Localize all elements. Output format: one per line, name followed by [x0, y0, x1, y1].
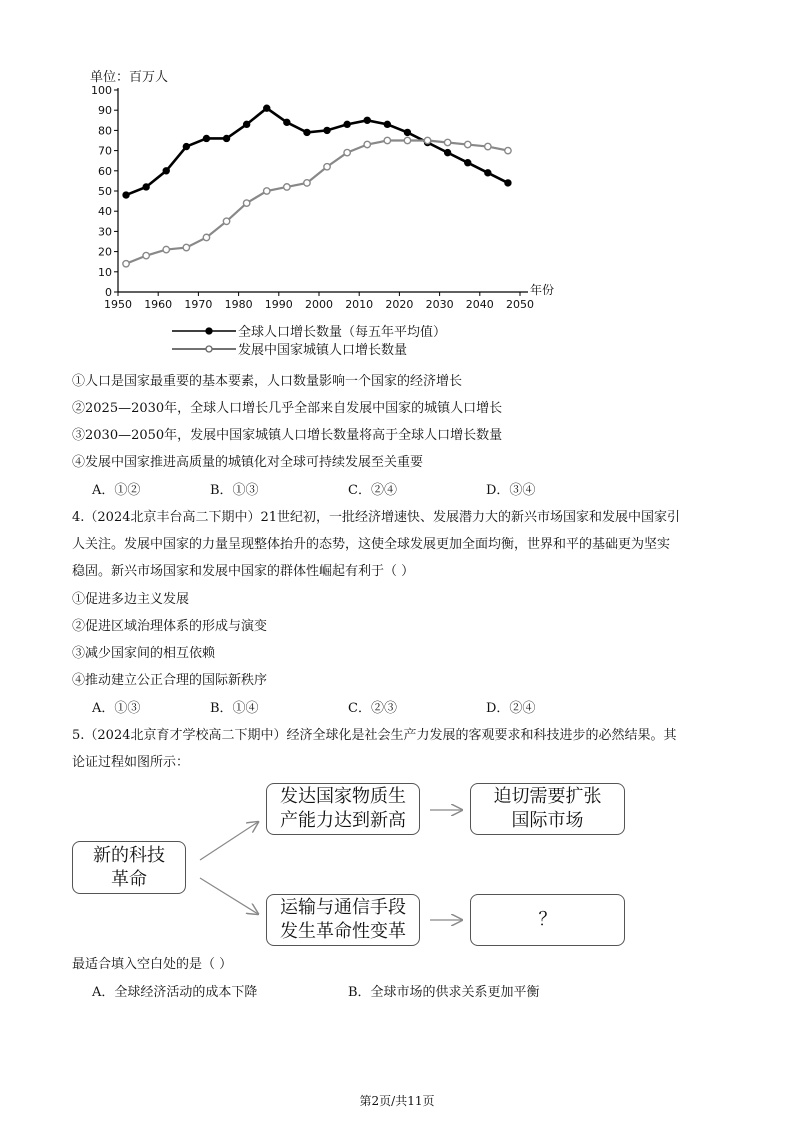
data-point: [264, 105, 270, 111]
x-tick-label: 1980: [224, 298, 253, 311]
data-point: [143, 252, 149, 258]
data-point: [284, 119, 290, 125]
q4-option-c[interactable]: C．②③: [348, 701, 397, 716]
q4-option-b[interactable]: B．①④: [210, 701, 259, 716]
q5-prompt: 最适合填入空白处的是（ ）: [72, 957, 233, 972]
q3-option-a[interactable]: A．①②: [92, 483, 141, 498]
data-point: [123, 192, 129, 198]
data-point: [163, 168, 169, 174]
y-tick-label: 60: [98, 164, 112, 178]
x-tick-label: 2010: [345, 298, 374, 311]
data-point: [465, 141, 471, 147]
data-point: [444, 139, 450, 145]
q3-statement-2: ②2025—2030年，全球人口增长几乎全部来自发展中国家的城镇人口增长: [72, 401, 503, 416]
box-expand-market: 迫切需要扩张 国际市场: [470, 783, 625, 835]
data-point: [404, 129, 410, 135]
box-blank-answer[interactable]: ？: [470, 894, 625, 946]
data-point: [244, 121, 250, 127]
q3-statement-4: ④发展中国家推进高质量的城镇化对全球可持续发展至关重要: [72, 455, 424, 470]
data-point: [384, 137, 390, 143]
q4-stem-line-2: 人关注。发展中国家的力量呈现整体抬升的态势，这使全球发展更加全面均衡，世界和平的基础更为坚实: [72, 537, 671, 552]
y-tick-label: 70: [98, 144, 112, 158]
data-point: [445, 150, 451, 156]
data-point: [203, 234, 209, 240]
data-point: [143, 184, 149, 190]
box-tech-revolution: 新的科技 革命: [72, 841, 186, 894]
data-point: [224, 135, 230, 141]
q3-option-b[interactable]: B．①③: [210, 483, 259, 498]
box-production-capacity: 发达国家物质生 产能力达到新高: [266, 783, 420, 835]
arrow-root-to-top: [200, 822, 258, 860]
data-point: [203, 135, 209, 141]
legend-marker-1: [206, 328, 212, 334]
q5-option-a[interactable]: A．全球经济活动的成本下降: [92, 985, 258, 1000]
q4-statement-3: ③减少国家间的相互依赖: [72, 646, 216, 661]
y-tick-label: 90: [98, 104, 112, 118]
y-tick-label: 50: [98, 185, 112, 198]
x-tick-label: 2020: [385, 298, 414, 311]
x-tick-label: 2000: [305, 298, 333, 311]
data-point: [304, 129, 310, 135]
page-footer: 第2页/共11页: [359, 1094, 435, 1108]
x-tick-label: 1950: [104, 298, 132, 311]
data-point: [384, 121, 390, 127]
y-tick-label: 10: [98, 265, 112, 279]
data-point: [243, 200, 249, 206]
data-point: [505, 180, 511, 186]
arrow-root-to-bottom: [200, 878, 258, 914]
q3-option-d[interactable]: D．③④: [486, 483, 536, 498]
data-point: [404, 137, 410, 143]
q4-statement-2: ②促进区域治理体系的形成与演变: [72, 619, 268, 634]
data-point: [344, 121, 350, 127]
data-point: [183, 144, 189, 150]
q4-option-a[interactable]: A．①③: [92, 701, 141, 716]
x-tick-label: 1990: [264, 298, 293, 311]
x-tick-label: 2050: [506, 298, 534, 311]
y-tick-label: 0: [105, 286, 112, 299]
data-point: [364, 117, 370, 123]
data-point: [284, 184, 290, 190]
data-point: [344, 149, 350, 155]
q4-option-d[interactable]: D．②④: [486, 701, 536, 716]
data-point: [324, 164, 330, 170]
q4-statement-4: ④推动建立公正合理的国际新秩序: [72, 673, 268, 688]
q3-option-c[interactable]: C．②④: [348, 483, 397, 498]
data-point: [183, 244, 189, 250]
q3-statement-1: ①人口是国家最重要的基本要素，人口数量影响一个国家的经济增长: [72, 374, 463, 389]
x-tick-label: 2040: [465, 298, 494, 311]
q5-stem-line-2: 论证过程如图所示：: [72, 755, 190, 770]
chart-unit-label: 单位：百万人: [90, 70, 169, 85]
data-point: [505, 147, 511, 153]
data-point: [304, 180, 310, 186]
y-tick-label: 80: [98, 124, 112, 138]
legend-label-2: 发展中国家城镇人口增长数量: [238, 343, 408, 358]
q4-stem-line-1: 4.（2024北京丰台高二下期中）21世纪初，一批经济增速快、发展潜力大的新兴市场国家和发展中国家引: [72, 510, 681, 525]
q5-stem-line-1: 5.（2024北京育才学校高二下期中）经济全球化是社会生产力发展的客观要求和科技进步的必然结果。其: [72, 728, 677, 743]
x-tick-label: 2030: [425, 298, 454, 311]
legend-label-1: 全球人口增长数量（每五年平均值）: [238, 325, 447, 340]
legend-marker-2: [206, 346, 212, 352]
data-point: [163, 246, 169, 252]
data-point: [223, 218, 229, 224]
q5-option-b[interactable]: B．全球市场的供求关系更加平衡: [348, 985, 540, 1000]
q4-statement-1: ①促进多边主义发展: [72, 592, 190, 607]
y-tick-label: 20: [98, 245, 112, 259]
data-point: [485, 143, 491, 149]
data-point: [123, 261, 129, 267]
x-axis-label: 年份: [530, 283, 555, 297]
y-tick-label: 40: [98, 205, 112, 219]
data-point: [364, 141, 370, 147]
box-transport-communication: 运输与通信手段 发生革命性变革: [266, 894, 420, 946]
y-tick-label: 30: [98, 225, 112, 239]
data-point: [264, 188, 270, 194]
x-tick-label: 1960: [144, 298, 173, 311]
data-point: [424, 137, 430, 143]
y-tick-label: 100: [91, 84, 112, 97]
data-point: [485, 170, 491, 176]
data-point: [465, 160, 471, 166]
data-point: [324, 127, 330, 133]
q4-stem-line-3: 稳固。新兴市场国家和发展中国家的群体性崛起有利于（ ）: [72, 564, 415, 579]
q3-statement-3: ③2030—2050年，发展中国家城镇人口增长数量将高于全球人口增长数量: [72, 428, 503, 443]
x-tick-label: 1970: [184, 298, 213, 311]
population-line-chart: [90, 80, 560, 370]
